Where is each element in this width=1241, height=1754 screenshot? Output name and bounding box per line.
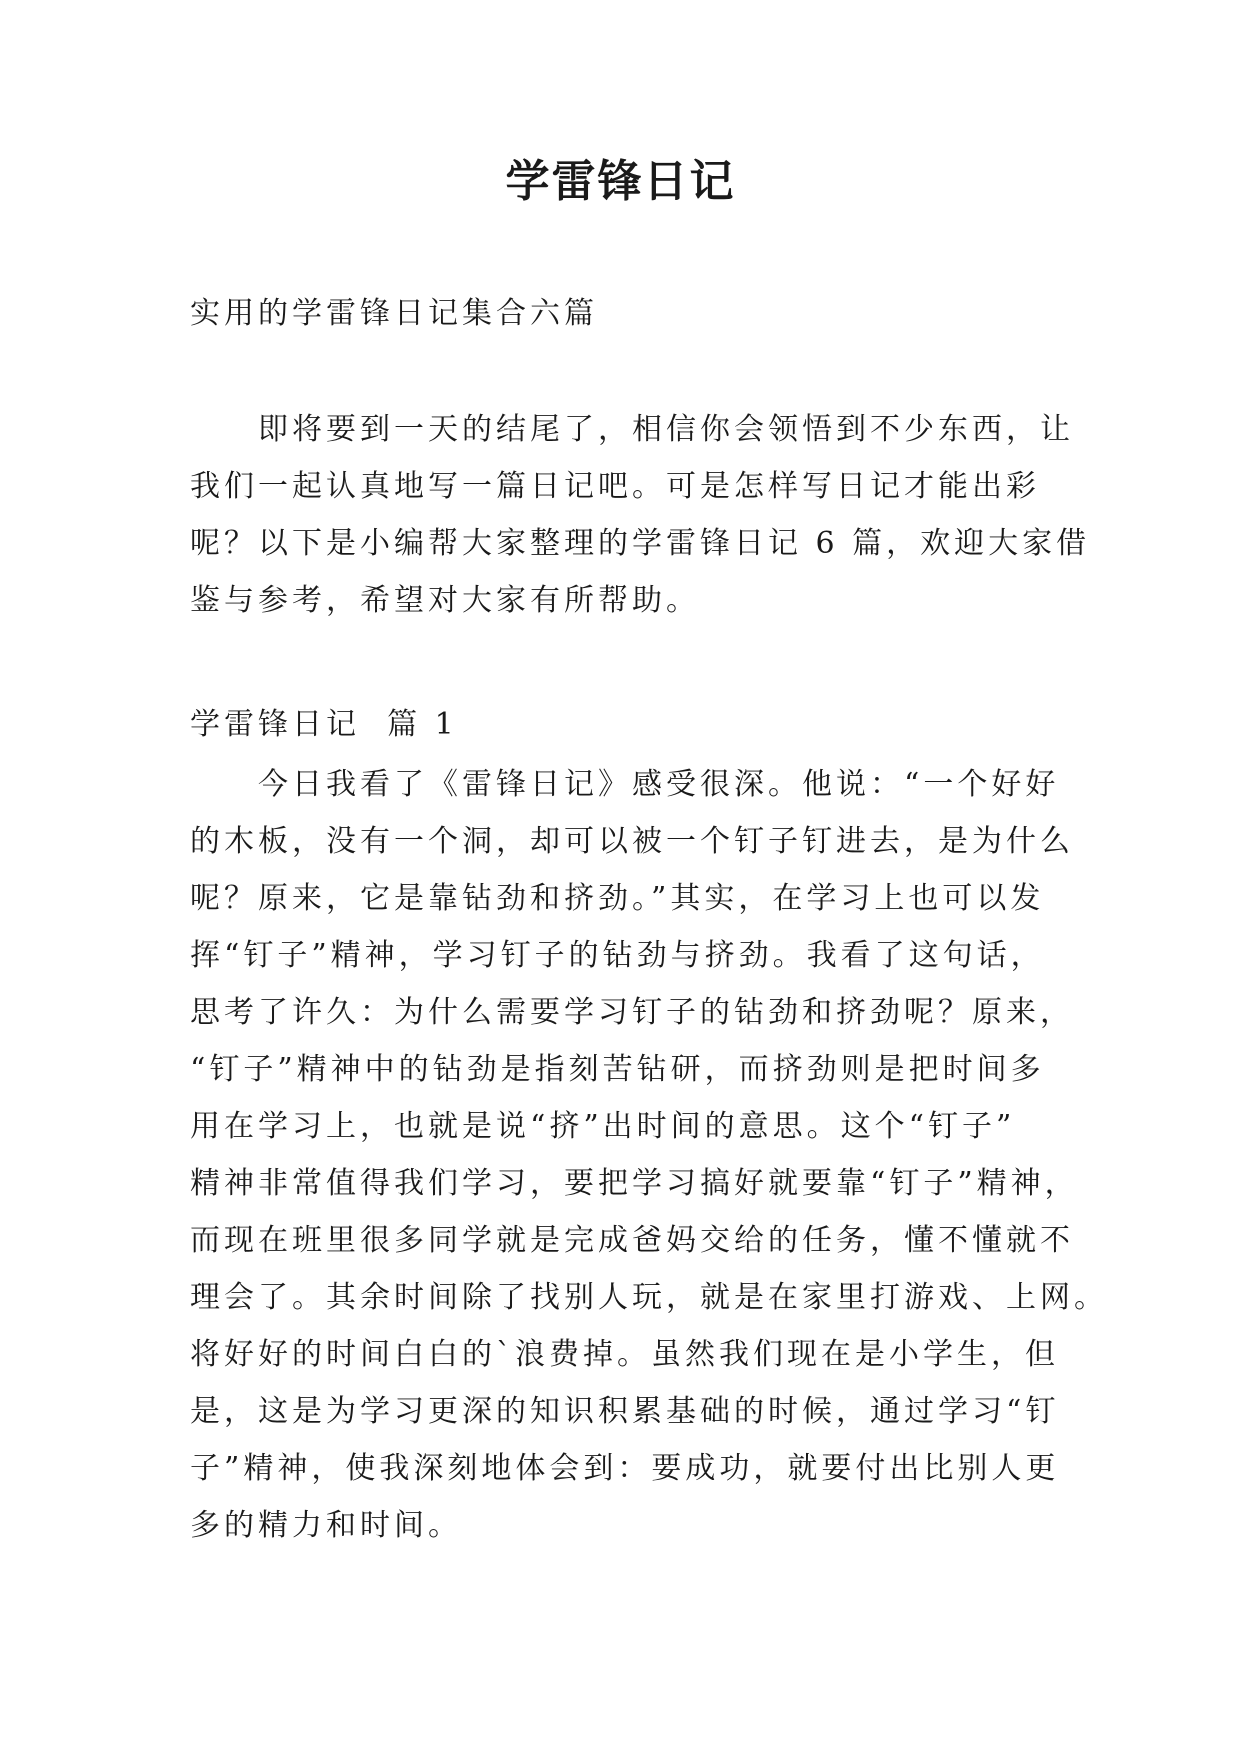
text-line: 呢？原来，它是靠钻劲和挤劲。”其实，在学习上也可以发 (190, 881, 1045, 916)
section-heading-text: 学雷锋日记 篇 1 (190, 707, 458, 742)
document-subtitle (190, 285, 1050, 342)
text-line: 即将要到一天的结尾了，相信你会领悟到不少东西，让 (258, 412, 1074, 447)
text-line: 子”精神，使我深刻地体会到：要成功，就要付出比别人更 (190, 1451, 1060, 1486)
section1-paragraph (190, 756, 1108, 1554)
subtitle-text: 实用的学雷锋日记集合六篇 (190, 296, 598, 331)
text-line: 用在学习上，也就是说“挤”出时间的意思。这个“钉子” (190, 1109, 1016, 1144)
text-line: 的木板，没有一个洞，却可以被一个钉子钉进去，是为什么 (190, 824, 1074, 859)
text-line: 鉴与参考，希望对大家有所帮助。 (190, 583, 700, 618)
text-line: 我们一起认真地写一篇日记吧。可是怎样写日记才能出彩 (190, 469, 1040, 504)
section-heading (190, 696, 1050, 753)
text-line: 挥“钉子”精神，学习钉子的钻劲与挤劲。我看了这句话， (190, 938, 1045, 973)
text-line: 精神非常值得我们学习，要把学习搞好就要靠“钉子”精神， (190, 1166, 1079, 1201)
text-line: “钉子”精神中的钻劲是指刻苦钻研，而挤劲则是把时间多 (190, 1052, 1045, 1087)
text-line: 是，这是为学习更深的知识积累基础的时候，通过学习“钉 (190, 1394, 1060, 1429)
document-title: 学雷锋日记 (505, 156, 736, 207)
text-line: 理会了。其余时间除了找别人玩，就是在家里打游戏、上网。 (190, 1280, 1108, 1315)
text-line: 呢？以下是小编帮大家整理的学雷锋日记 6 篇，欢迎大家借 (190, 526, 1091, 561)
text-line: 而现在班里很多同学就是完成爸妈交给的任务，懂不懂就不 (190, 1223, 1074, 1258)
text-line: 多的精力和时间。 (190, 1508, 462, 1543)
text-line: 思考了许久：为什么需要学习钉子的钻劲和挤劲呢？原来， (190, 995, 1074, 1030)
text-line: 将好好的时间白白的`浪费掉。虽然我们现在是小学生，但 (190, 1337, 1059, 1372)
text-line: 今日我看了《雷锋日记》感受很深。他说：“一个好好 (258, 767, 1060, 802)
intro-paragraph (190, 401, 1091, 629)
